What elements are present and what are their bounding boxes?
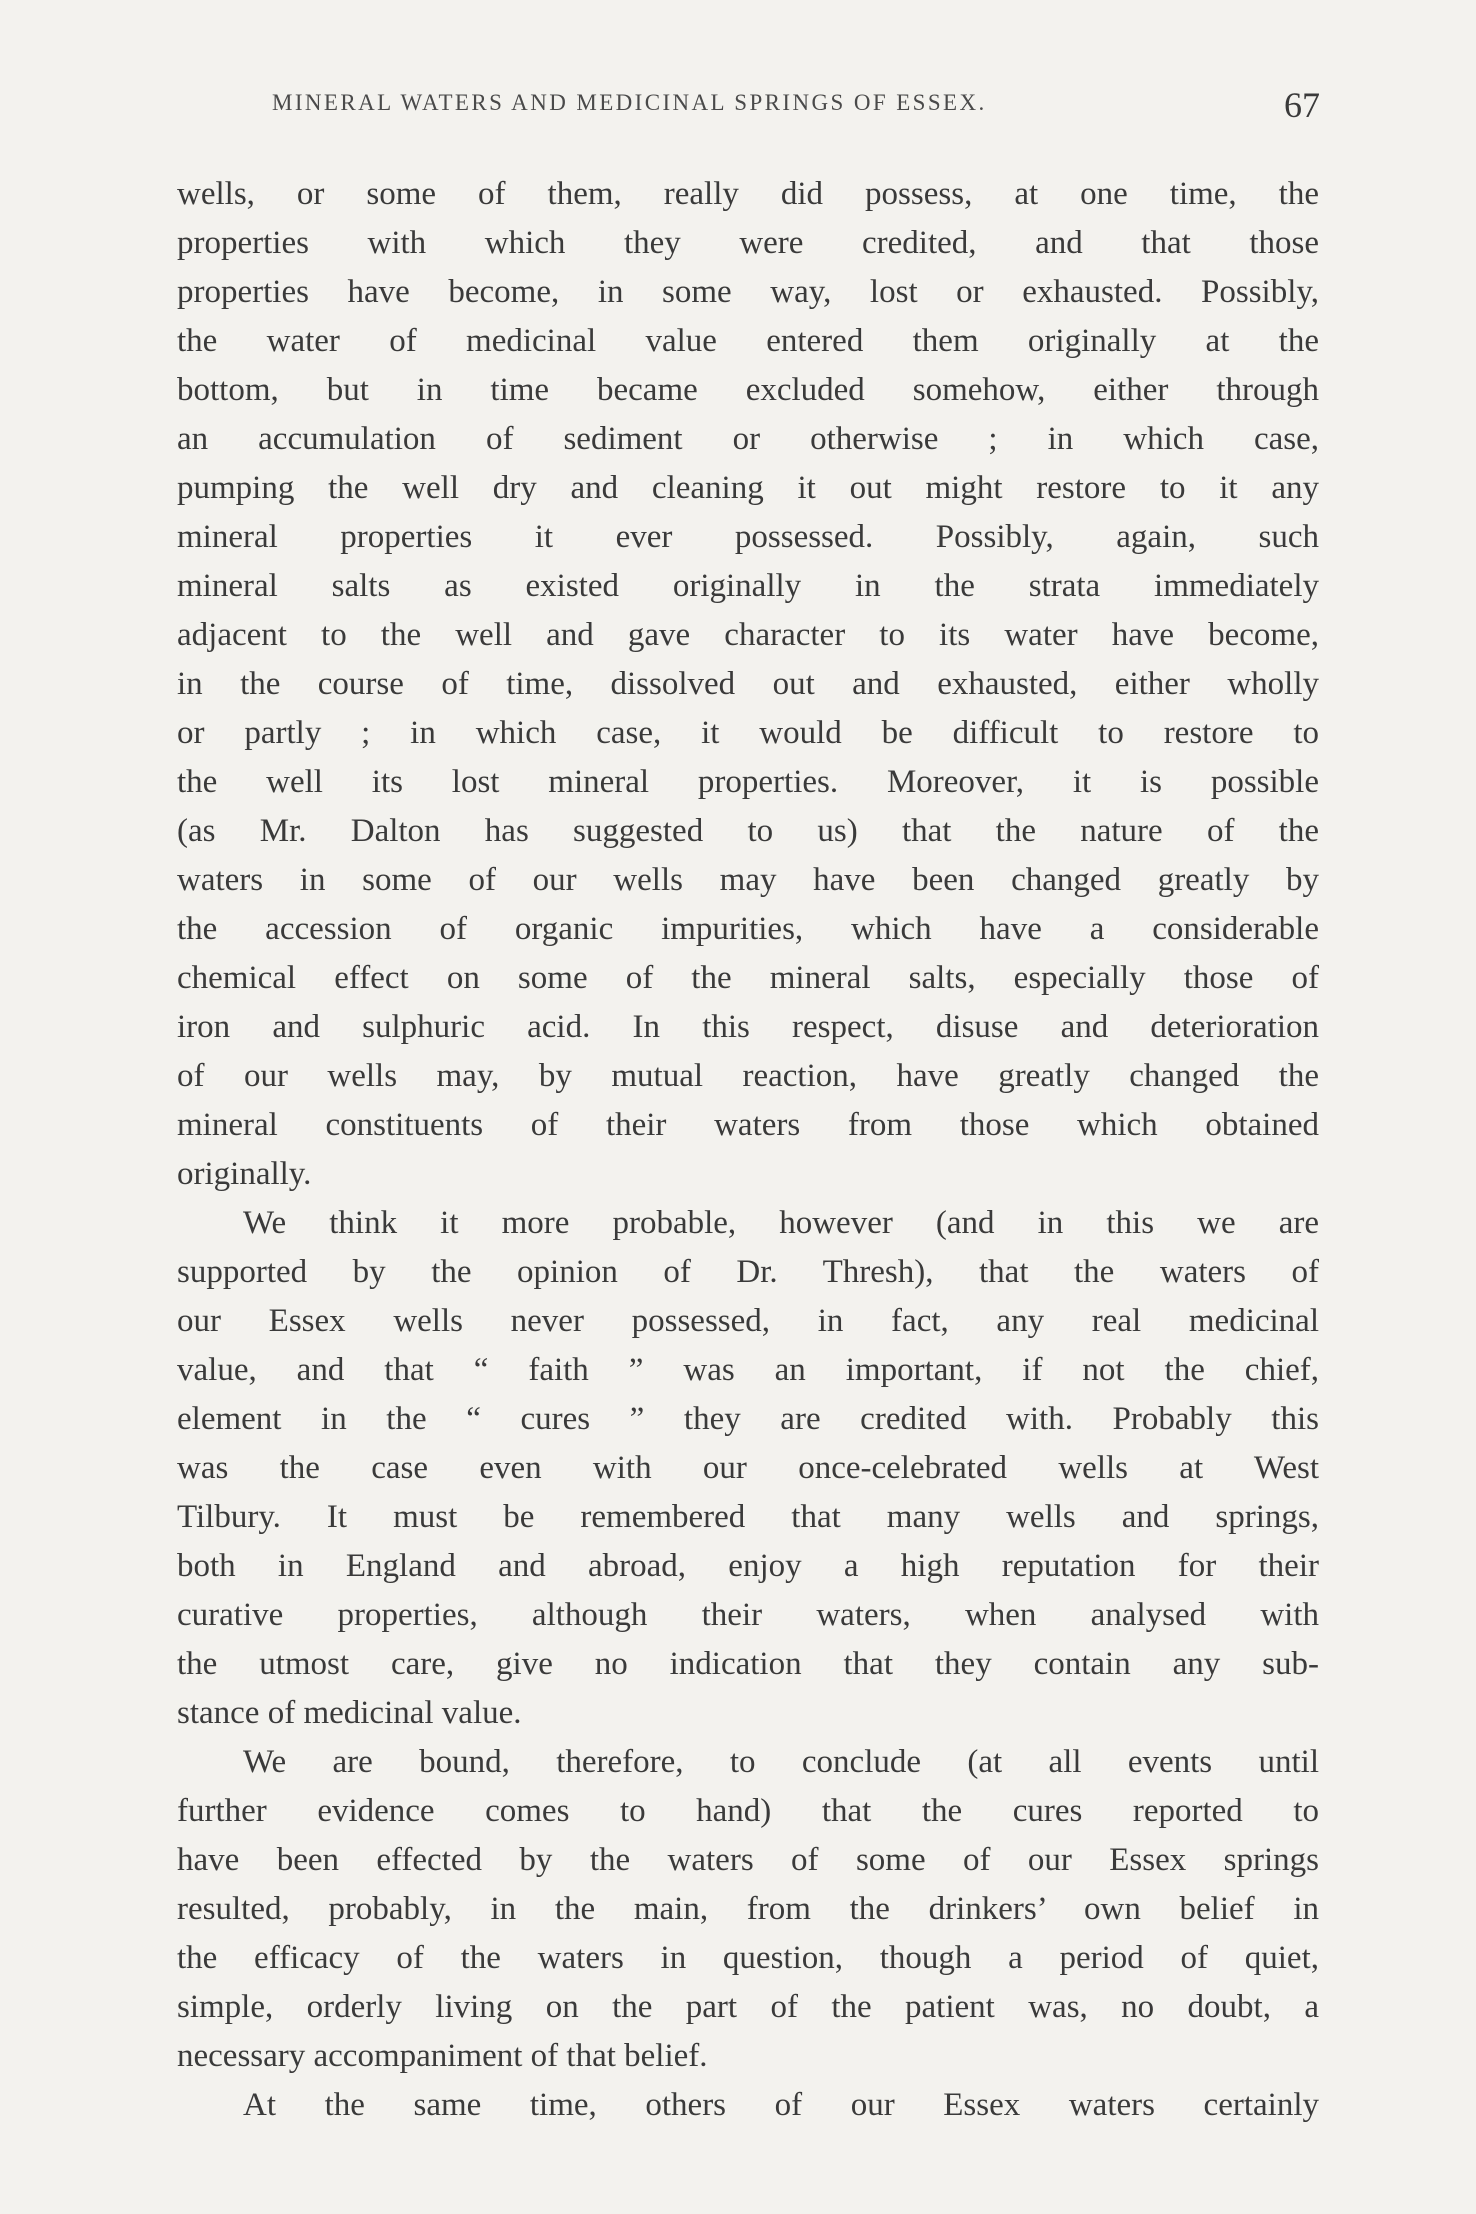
text-line: was the case even with our once-celebrated wells at West	[177, 1450, 1319, 1486]
text-line: of our wells may, by mutual reaction, have greatly changed the	[177, 1058, 1319, 1094]
text-line: both in England and abroad, enjoy a high reputation for their	[177, 1548, 1319, 1584]
text-line: mineral properties it ever possessed. Possibly, again, such	[177, 519, 1319, 555]
text-line: our Essex wells never possessed, in fact, any real medicinal	[177, 1303, 1319, 1339]
text-line: stance of medicinal value.	[177, 1695, 522, 1731]
text-line: the utmost care, give no indication that they contain any sub-	[177, 1646, 1319, 1682]
text-line: value, and that “ faith ” was an important, if not the chief,	[177, 1352, 1319, 1388]
text-line: originally.	[177, 1156, 312, 1192]
text-line: further evidence comes to hand) that the cures reported to	[177, 1793, 1319, 1829]
text-line: curative properties, although their waters, when analysed with	[177, 1597, 1319, 1633]
text-line: necessary accompaniment of that belief.	[177, 2038, 708, 2074]
text-line: the efficacy of the waters in question, though a period of quiet,	[177, 1940, 1319, 1976]
text-line: the accession of organic impurities, which have a considerable	[177, 911, 1319, 947]
text-line: pumping the well dry and cleaning it out might restore to it any	[177, 470, 1319, 506]
text-line: At the same time, others of our Essex waters certainly	[243, 2087, 1319, 2123]
text-line: mineral constituents of their waters from those which obtained	[177, 1107, 1319, 1143]
text-line: (as Mr. Dalton has suggested to us) that the nature of the	[177, 813, 1319, 849]
text-line: waters in some of our wells may have been changed greatly by	[177, 862, 1319, 898]
text-line: iron and sulphuric acid. In this respect, disuse and deterioration	[177, 1009, 1319, 1045]
text-line: supported by the opinion of Dr. Thresh), that the waters of	[177, 1254, 1319, 1290]
text-line: mineral salts as existed originally in the strata immediately	[177, 568, 1319, 604]
text-line: We think it more probable, however (and in this we are	[243, 1205, 1319, 1241]
text-line: the water of medicinal value entered them originally at the	[177, 323, 1319, 359]
paragraph	[177, 1199, 1319, 1738]
page-number: 67	[1284, 85, 1320, 125]
running-header	[272, 84, 1320, 130]
text-line: Tilbury. It must be remembered that many wells and springs,	[177, 1499, 1319, 1535]
text-line: an accumulation of sediment or otherwise ; in which case,	[177, 421, 1319, 457]
text-line: adjacent to the well and gave character to its water have become,	[177, 617, 1319, 653]
body-text	[177, 170, 1319, 2130]
text-line: resulted, probably, in the main, from the drinkers’ own belief in	[177, 1891, 1319, 1927]
text-line: have been effected by the waters of some of our Essex springs	[177, 1842, 1319, 1878]
text-line: wells, or some of them, really did possess, at one time, the	[177, 176, 1319, 212]
text-line: chemical effect on some of the mineral salts, especially those of	[177, 960, 1319, 996]
running-header-title: MINERAL WATERS AND MEDICINAL SPRINGS OF ESSEX.	[272, 90, 987, 115]
paragraph	[177, 1738, 1319, 2081]
text-line: We are bound, therefore, to conclude (at all events until	[243, 1744, 1319, 1780]
text-line: or partly ; in which case, it would be difficult to restore to	[177, 715, 1319, 751]
text-line: properties with which they were credited, and that those	[177, 225, 1319, 261]
text-line: in the course of time, dissolved out and exhausted, either wholly	[177, 666, 1319, 702]
text-line: the well its lost mineral properties. Moreover, it is possible	[177, 764, 1319, 800]
text-line: properties have become, in some way, lost or exhausted. Possibly,	[177, 274, 1319, 310]
paragraph	[177, 170, 1319, 1199]
paragraph	[177, 2081, 1319, 2130]
text-line: bottom, but in time became excluded somehow, either through	[177, 372, 1319, 408]
text-line: element in the “ cures ” they are credited with. Probably this	[177, 1401, 1319, 1437]
text-line: simple, orderly living on the part of the patient was, no doubt, a	[177, 1989, 1319, 2025]
